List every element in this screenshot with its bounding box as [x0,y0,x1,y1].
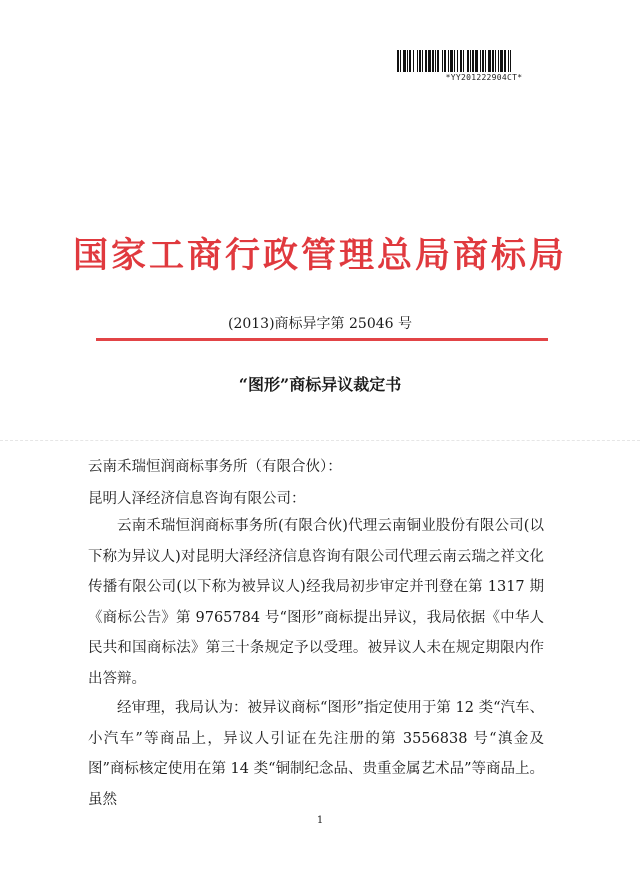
page-number: 1 [316,815,324,826]
document-title: “图形”商标异议裁定书 [238,375,402,394]
addressee-agent: 云南禾瑞恒润商标事务所（有限合伙）： [88,459,342,475]
barcode-bars [396,50,572,72]
body-paragraph: 经审理，我局认为：被异议商标“图形”指定使用于第 12 类“汽车、小汽车”等商品上，异议人引证在先注册的第 3556838 号“滇金及图”商标核定使用在第 14 类“铜制纪念品、贵重金属艺术品”等商品上。虽然 [88,700,544,808]
barcode-text: *YY201222904CT* [445,73,523,82]
barcode [396,50,572,82]
addressee-respondent-agent: 昆明人泽经济信息咨询有限公司： [88,491,306,507]
document-number: (2013)商标异字第 25046 号 [228,316,412,332]
scan-artifact-line [0,440,640,441]
body-paragraph: 云南禾瑞恒润商标事务所(有限合伙)代理云南铜业股份有限公司(以下称为异议人)对昆明大泽经济信息咨询有限公司代理云南云瑞之祥文化传播有限公司(以下称为被异议人)经我局初步审定并刊登在第 1317 期《商标公告》第 9765784 号“图形”商标提出异议，我局依据《中华人民共和国商标法》第三十条规定予以受理。被异议人未在规定期限内作出答辩。 [88,518,544,687]
agency-title: 国家工商行政管理总局商标局 [72,235,567,276]
red-divider-rule [96,338,548,341]
